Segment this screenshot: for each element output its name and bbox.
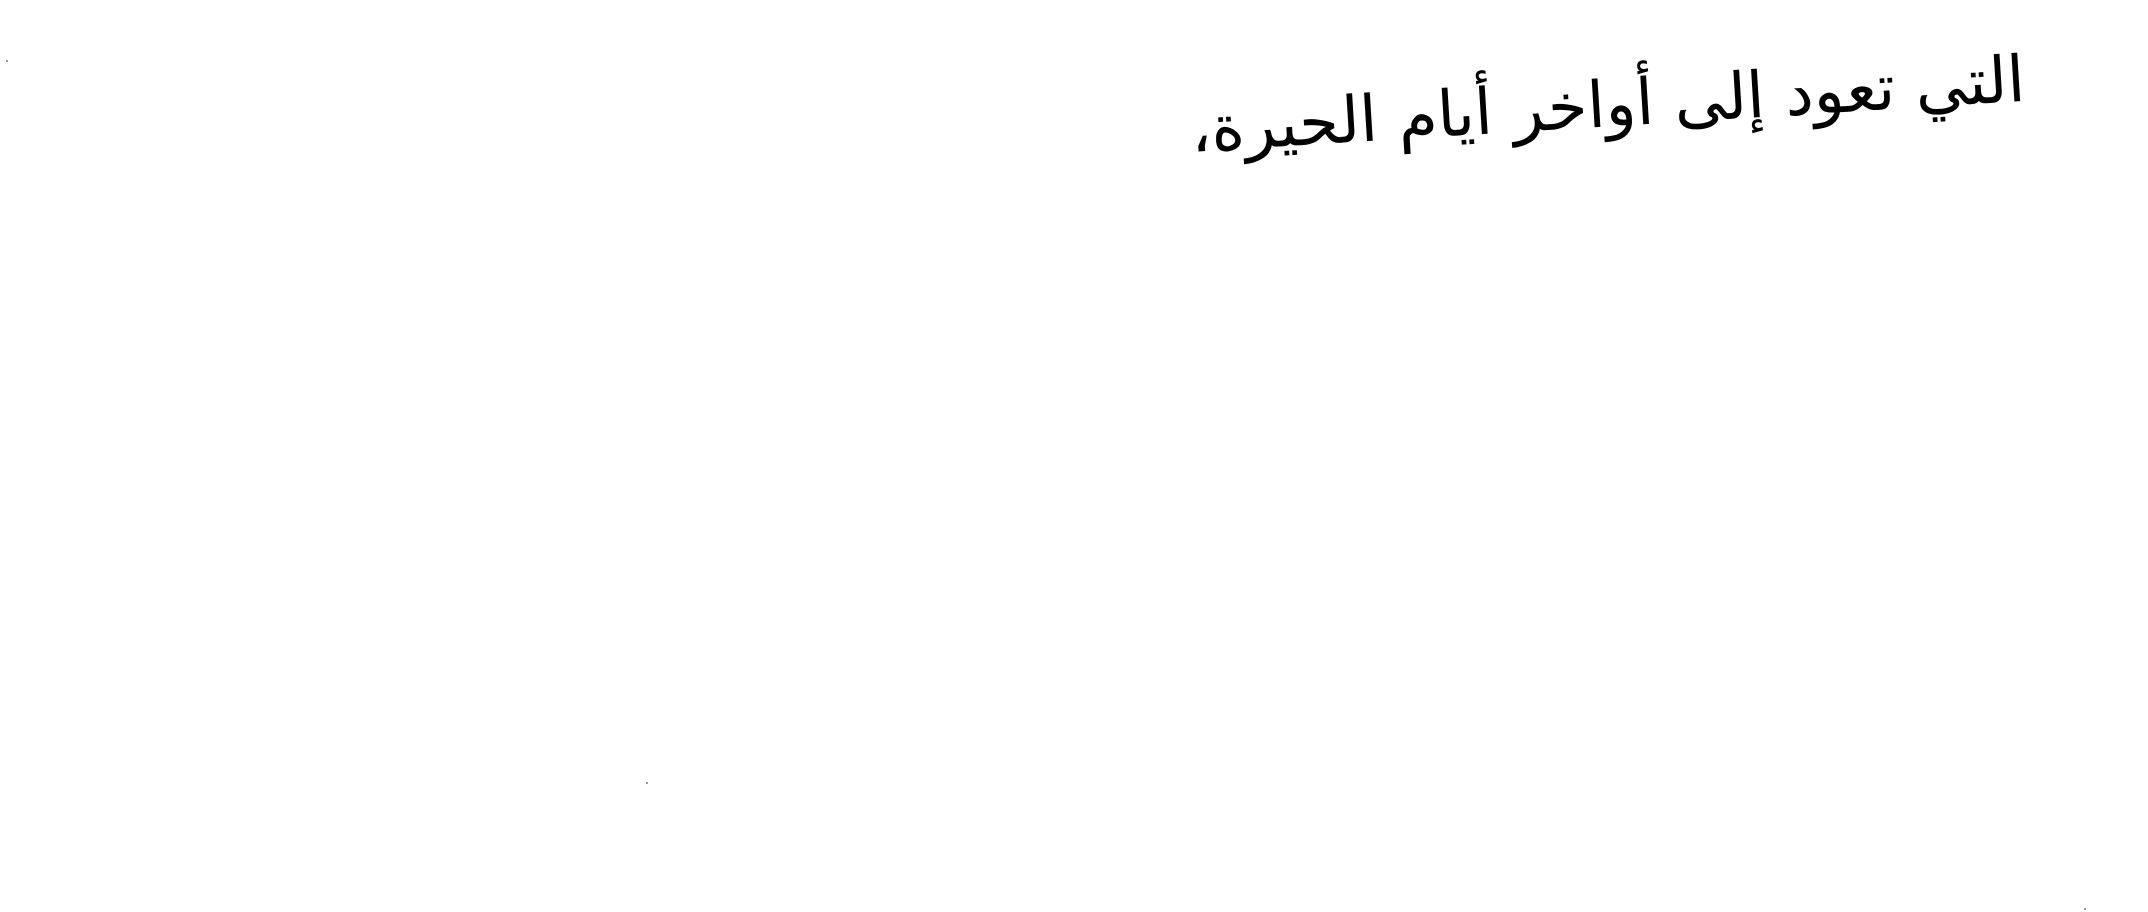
- scan-speck: [2084, 908, 2086, 910]
- scan-speck: [646, 782, 648, 784]
- handwritten-text-line: التي تعود إلى أواخر أيام الحيرة،: [1188, 42, 2028, 168]
- scan-speck: [6, 60, 8, 62]
